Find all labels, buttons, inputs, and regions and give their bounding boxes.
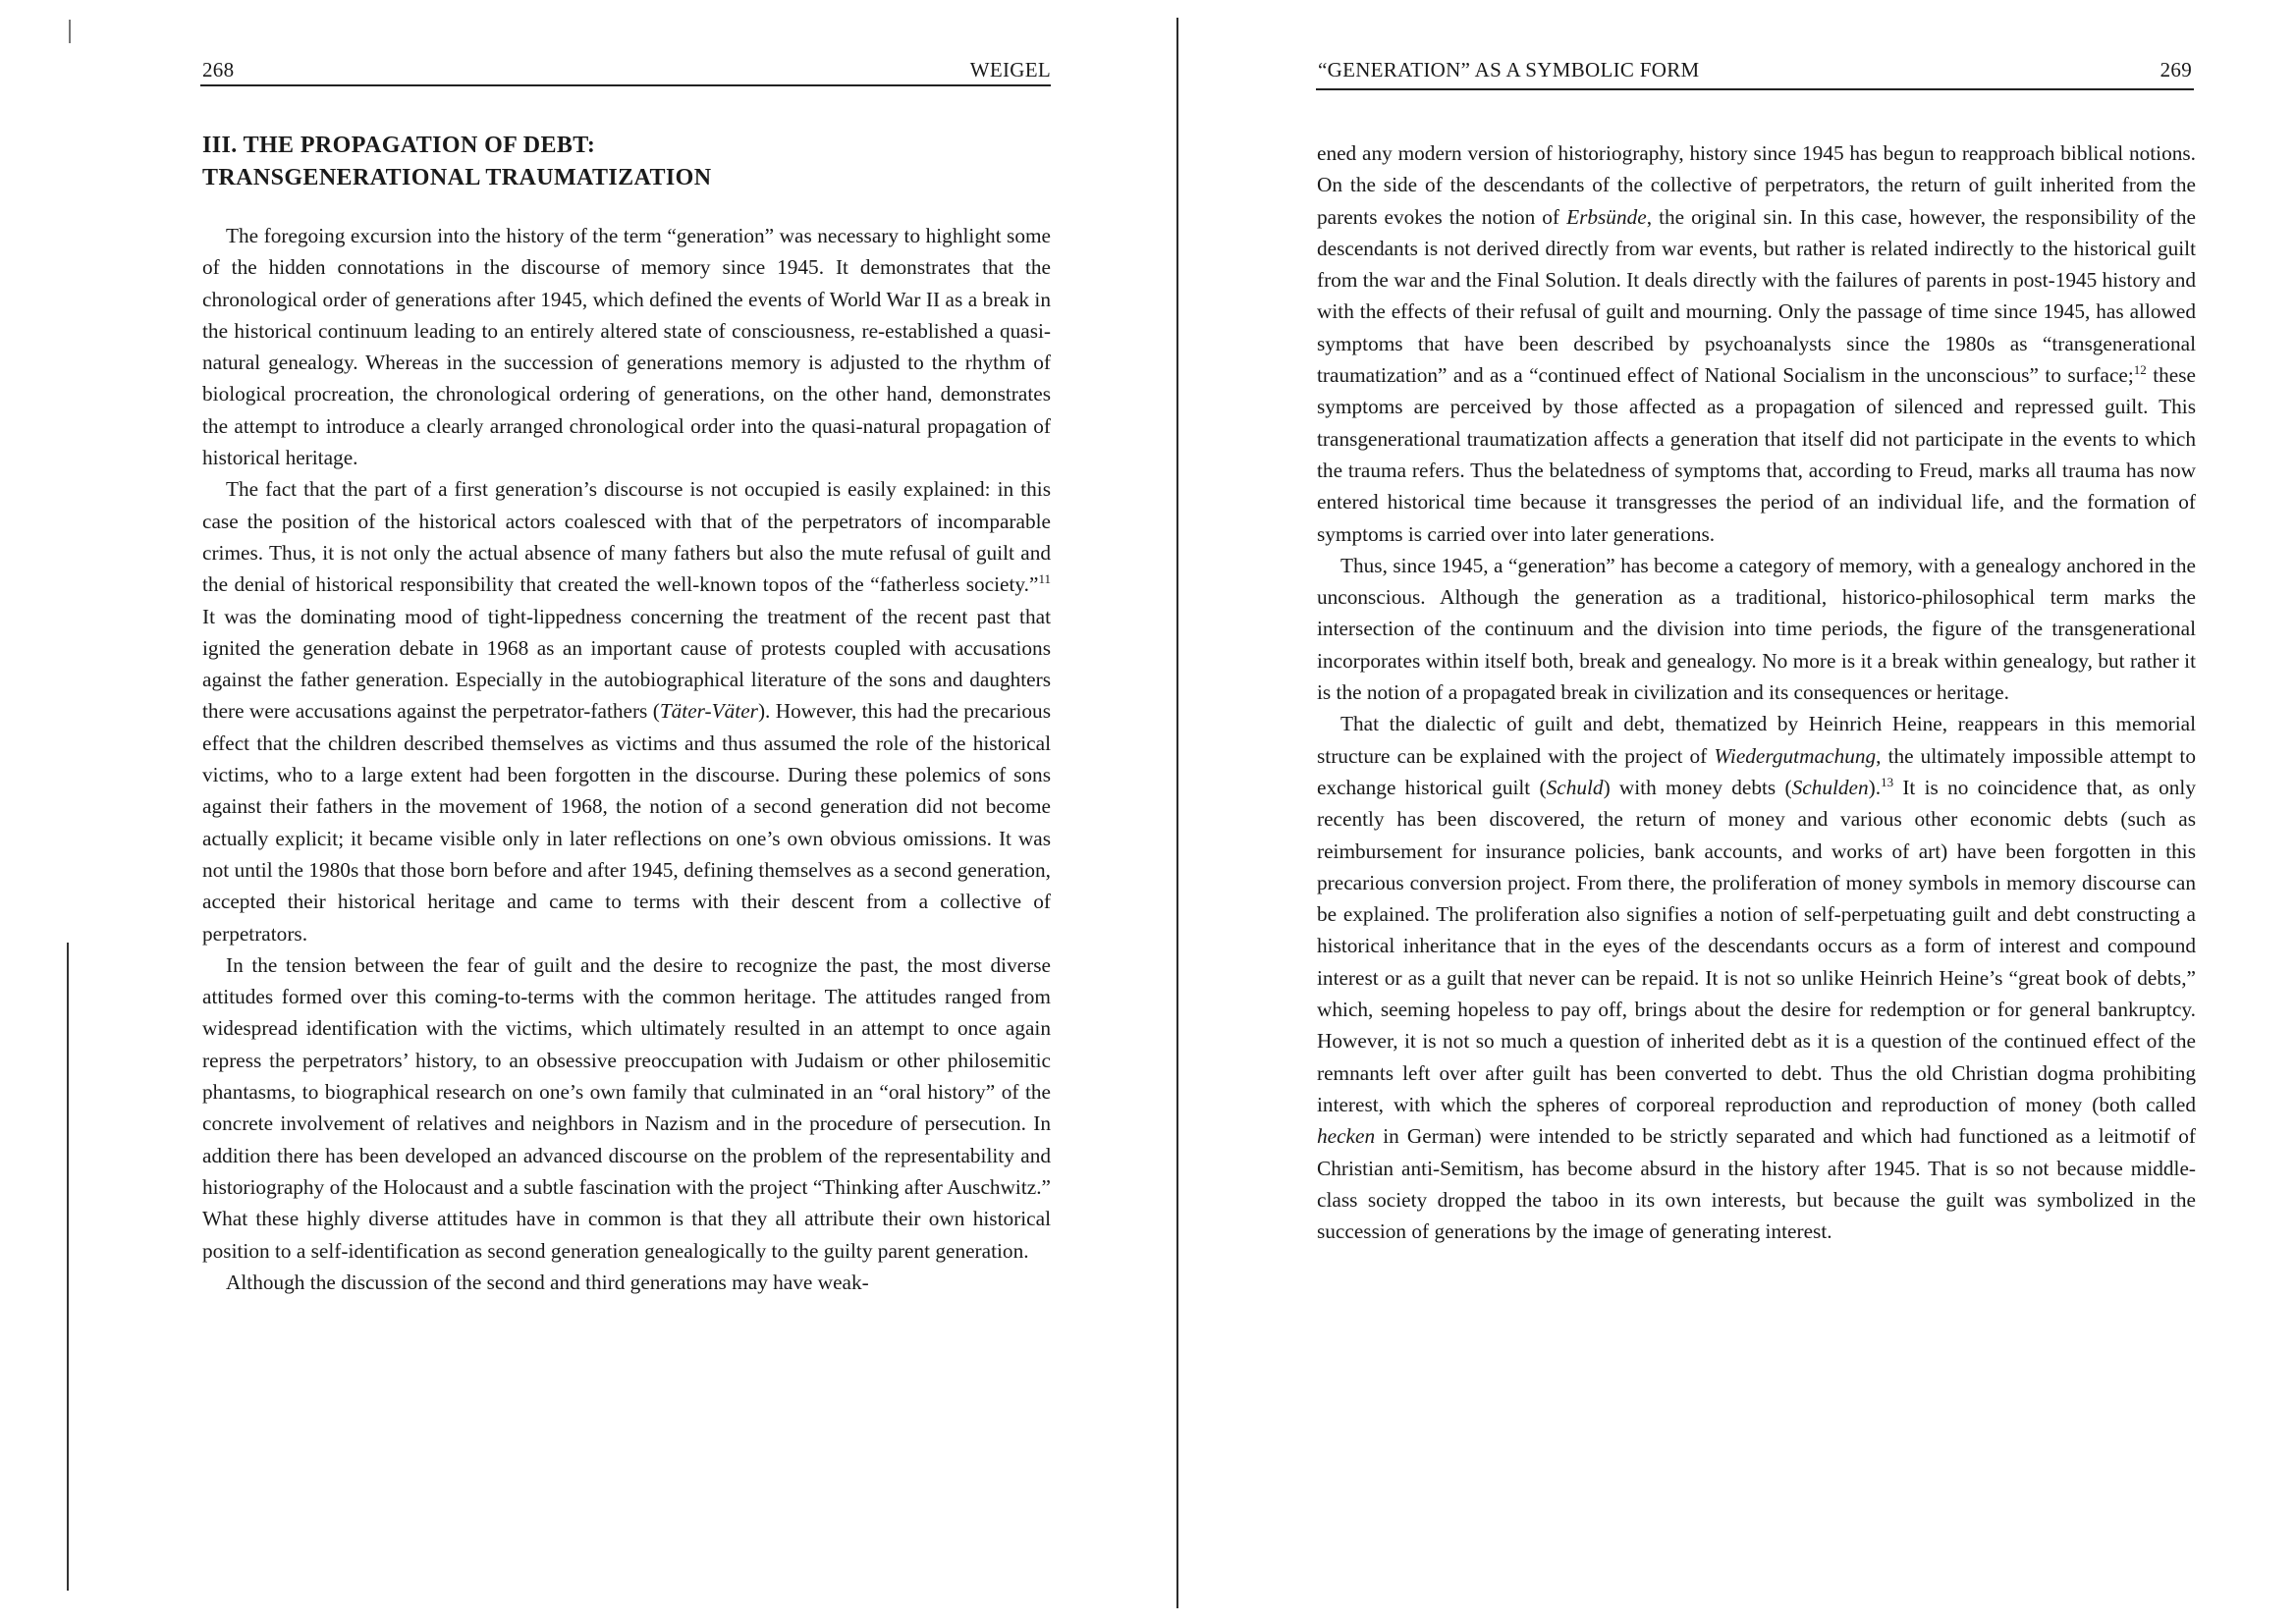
- paragraph: In the tension between the fear of guilt and the desire to recognize the past, the most diverse attitudes formed over this coming-to-terms with the common heritage. The attitudes ranged from widespread identification with the victims, which ultimately resulted in an attempt to once again repress the perpetrators’ history, to an obsessive preoccupation with Judaism or other philosemitic phantasms, to biographical research on one’s own family that culminated in an “oral history” of the concrete involvement of relatives and neighbors in Nazism and in the procedure of persecution. In addition there has been developed an advanced discourse on the problem of the representability and historiography of the Holocaust and a subtle fascination with the project “Thinking after Auschwitz.” What these highly diverse attitudes have in common is that they all attribute their own historical position to a self-identification as second generation genealogically to the guilty parent generation.: [202, 952, 1051, 1263]
- right-page: [1178, 0, 2296, 1623]
- paragraph: That the dialectic of guilt and debt, thematized by Heinrich Heine, reappears in this memorial structure can be explained with the project of Wiedergutmachung, the ultimately impossible attempt to exchange historical guilt (Schuld) with money debts (Schulden).$^{13}$ It is no coincidence that, as only recently has been discovered, the return of money and various other economic debts (such as reimbursement for insurance policies, bank accounts, and works of art) have been forgotten in this precarious conversion project. From there, the proliferation of money symbols in memory discourse can be explained. The proliferation also signifies a notion of self-perpetuating guilt and debt constructing a historical inheritance that in the eyes of the descendants occurs as a form of interest and compound interest or as a guilt that never can be repaid. It is not so unlike Heinrich Heine’s “great book of debts,” which, seeming hopeless to pay off, brings about the desire for redemption or for general bankruptcy. However, it is not so much a question of inherited debt as it is a question of the continued effect of the remnants left over after guilt has been converted to debt. Thus the old Christian dogma prohibiting interest, with which the spheres of corporeal reproduction and reproduction of money (both called hecken in German) were intended to be strictly separated and which had functioned as a leitmotif of Christian anti-Semitism, has become absurd in the history after 1945. That is so not because middle-class society dropped the taboo in its own interests, but because the guilt was symbolized in the succession of generations by the image of generating interest.: [1317, 712, 2196, 1244]
- running-head-title: “GENERATION” AS A SYMBOLIC FORM: [1318, 58, 1700, 81]
- body-text: [1317, 137, 2196, 1247]
- paragraph: The fact that the part of a first generation’s discourse is not occupied is easily explained: in this case the position of the historical actors coalesced with that of the perpetrators of incomparable crimes. Thus, it is not only the actual absence of many fathers but also the mute refusal of guilt and the denial of historical responsibility that created the well-known topos of the “fatherless society.”$^{11}$ It was the dominating mood of tight-lippedness concerning the treatment of the recent past that ignited the generation debate in 1968 as an important cause of protests coupled with accusations against the father generation. Especially in the autobiographical literature of the sons and daughters there were accusations against the perpetrator-fathers (Täter-Väter). However, this had the precarious effect that the children described themselves as victims and thus assumed the role of the historical victims, who to a large extent had been forgotten in the discourse. During these polemics of sons against their fathers in the movement of 1968, the notion of a second generation did not become actually explicit; it became visible only in later reflections on one’s own obvious omissions. It was not until the 1980s that those born before and after 1945, defining themselves as a second generation, accepted their historical heritage and came to terms with their descent from a collective of perpetrators.: [202, 477, 1051, 946]
- header-rule: [1316, 88, 2194, 90]
- section-heading-line: TRANSGENERATIONAL TRAUMATIZATION: [202, 165, 712, 190]
- body-text: [202, 220, 1051, 1298]
- paragraph: ened any modern version of historiography, history since 1945 has begun to reapproach biblical notions. On the side of the descendants of the collective of perpetrators, the return of guilt inherited from the parents evokes the notion of Erbsünde, the original sin. In this case, however, the responsibility of the descendants is not derived directly from war events, but rather is related indirectly to the historical guilt from the war and the Final Solution. It deals directly with the failures of parents in post-1945 history and with the effects of their refusal of guilt and mourning. Only the passage of time since 1945, has allowed symptoms that have been described by psychoanalysts since the 1980s as “transgenerational traumatization” and as a “continued effect of National Socialism in the unconscious” to surface;$^{12}$ these symptoms are perceived by those affected as a propagation of silenced and repressed guilt. This transgenerational traumatization affects a generation that itself did not participate in the events to which the trauma refers. Thus the belatedness of symptoms that, according to Freud, marks all trauma has now entered historical time because it transgresses the period of an individual life, and the formation of symptoms is carried over into later generations.: [1317, 141, 2197, 546]
- running-head-author: WEIGEL: [969, 58, 1051, 81]
- footnote-ref: 11: [1038, 571, 1051, 587]
- footnote-ref: 13: [1881, 774, 1894, 789]
- italic-term: Täter-Väter: [659, 699, 758, 724]
- paragraph: Although the discussion of the second and third generations may have weak-: [226, 1270, 869, 1294]
- section-heading: [202, 130, 1051, 194]
- italic-term: Wiedergutmachung: [1714, 743, 1877, 768]
- header-rule: [200, 84, 1051, 86]
- section-heading-line: III. THE PROPAGATION OF DEBT:: [202, 133, 596, 158]
- italic-term: Schuld: [1546, 775, 1604, 799]
- italic-term: Schulden: [1791, 775, 1869, 799]
- italic-term: hecken: [1317, 1124, 1376, 1149]
- footnote-ref: 12: [2133, 361, 2147, 377]
- paragraph: The foregoing excursion into the history of the term “generation” was necessary to highlight some of the hidden connotations in the discourse of memory since 1945. It demonstrates that the chronological order of generations after 1945, which defined the events of World War II as a break in the historical continuum leading to an entirely altered state of consciousness, re-established a quasi-natural genealogy. Whereas in the succession of generations memory is adjusted to the rhythm of biological procreation, the chronological ordering of generations, on the other hand, demonstrates the attempt to introduce a clearly arranged chronological order into the quasi-natural propagation of historical heritage.: [202, 224, 1051, 470]
- page-number: 268: [202, 58, 235, 81]
- italic-term: Erbsünde: [1566, 204, 1647, 229]
- page-number: 269: [2159, 58, 2192, 81]
- paragraph: Thus, since 1945, a “generation” has become a category of memory, with a genealogy anchored in the unconscious. Although the generation as a traditional, historico-philosophical term marks the intersection of the continuum and the division into time periods, the figure of the transgenerational incorporates within itself both, break and genealogy. No more is it a break within genealogy, but rather it is the notion of a propagated break in civilization and its consequences or heritage.: [1317, 553, 2196, 705]
